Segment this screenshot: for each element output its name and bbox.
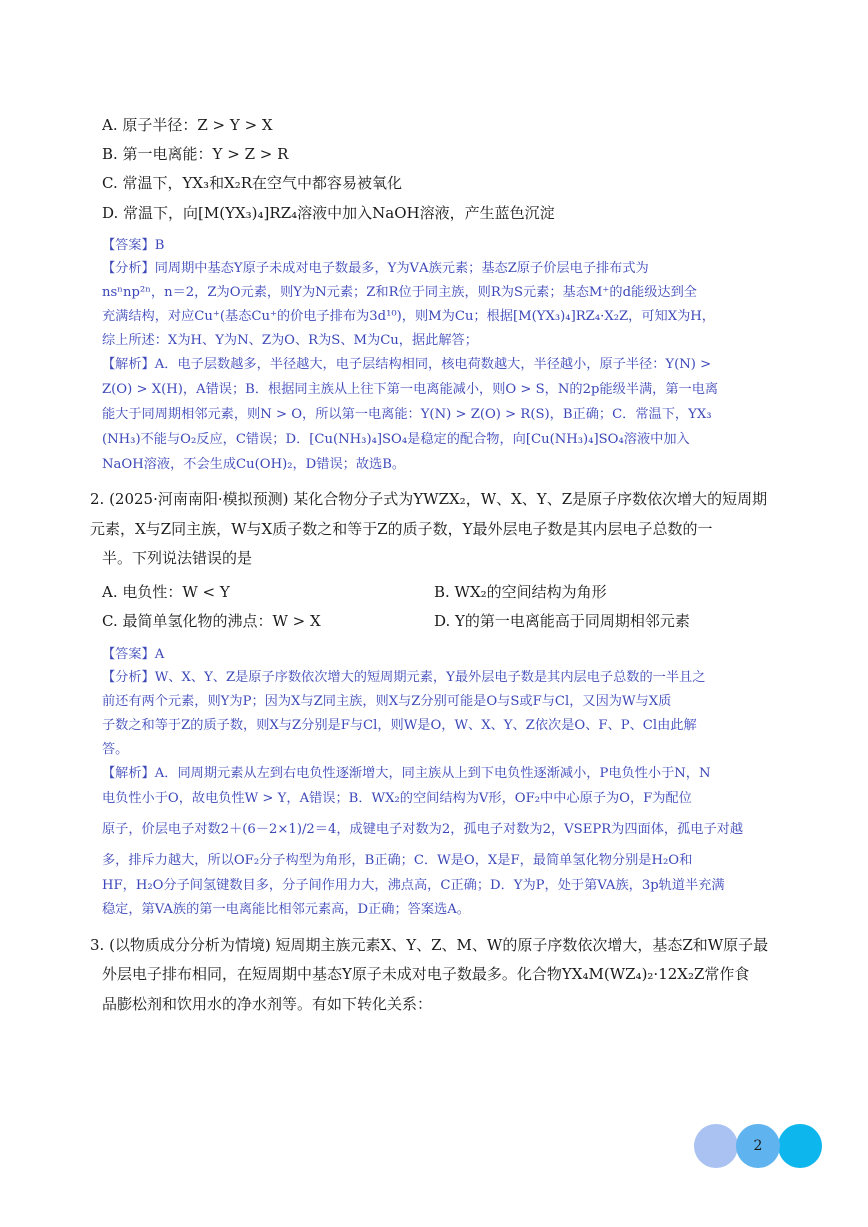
- q2-explanation-line-6: 稳定，第VA族的第一电离能比相邻元素高，D正确；答案选A。: [102, 902, 470, 917]
- q3-stem-line-3: 品膨松剂和饮用水的净水剂等。有如下转化关系：: [102, 995, 433, 1013]
- q2-stem-line-1: 2. (2025·河南南阳·模拟预测) 某化合物分子式为YWZX₂，W、X、Y、Z是原子序数依次增大的短周期: [90, 490, 768, 508]
- q1-explanation-line-3: 能大于同周期相邻元素，则N > O，所以第一电离能：Y(N) > Z(O) > R(S)，B正确；C．常温下，YX₃: [102, 407, 712, 422]
- q2-explanation-line-1: 【解析】A．同周期元素从左到右电负性逐渐增大，同主族从上到下电负性逐渐减小，P电负性小于N，N: [102, 766, 711, 781]
- q2-analysis-line-1: 【分析】W、X、Y、Z是原子序数依次增大的短周期元素，Y最外层电子数是其内层电子总数的一半且之: [102, 670, 706, 685]
- q1-analysis-line-1: 【分析】同周期中基态Y原子未成对电子数最多，Y为ⅤA族元素；基态Z原子价层电子排布式为: [102, 261, 649, 276]
- q1-analysis-line-4: 综上所述：X为H、Y为N、Z为O、R为S、M为Cu，据此解答；: [102, 333, 478, 348]
- q2-analysis-line-4: 答。: [102, 742, 129, 757]
- q2-option-c: C. 最简单氢化物的沸点：W > X: [102, 612, 321, 630]
- q2-explanation-line-2: 电负性小于O，故电负性W > Y，A错误；B．WX₂的空间结构为V形，OF₂中中心原子为O，F为配位: [102, 791, 692, 806]
- q1-option-b: B. 第一电离能：Y > Z > R: [102, 145, 289, 163]
- decor-circle-3: [778, 1124, 822, 1168]
- q2-explanation-line-5: HF，H₂O分子间氢键数目多，分子间作用力大，沸点高，C正确；D．Y为P，处于第VA族，3p轨道半充满: [102, 878, 725, 893]
- q1-analysis-line-2: nsⁿnp²ⁿ，n＝2，Z为O元素，则Y为N元素；Z和R位于同主族，则R为S元素；基态M⁺的d能级达到全: [102, 285, 697, 300]
- q3-stem-line-1: 3. (以物质成分分析为情境) 短周期主族元素X、Y、Z、M、W的原子序数依次增大，基态Z和W原子最: [90, 936, 769, 954]
- q2-option-d: D. Y的第一电离能高于同周期相邻元素: [434, 612, 690, 630]
- q2-stem-line-3: 半。下列说法错误的是: [102, 549, 253, 567]
- q2-explanation-line-3: 原子，价层电子对数2＋(6－2×1)/2＝4，成键电子对数为2，孤电子对数为2，VSEPR为四面体，孤电子对越: [102, 822, 744, 837]
- q1-explanation-line-5: NaOH溶液，不会生成Cu(OH)₂，D错误；故选B。: [102, 457, 406, 472]
- q1-analysis-line-3: 充满结构，对应Cu⁺(基态Cu⁺的价电子排布为3d¹⁰)，则M为Cu；根据[M(YX₃)₄]RZ₄·X₂Z，可知X为H，: [102, 309, 715, 324]
- q1-explanation-line-2: Z(O) > X(H)，A错误；B．根据同主族从上往下第一电离能减小，则O > S，N的2p能级半满，第一电离: [102, 382, 719, 397]
- q1-option-a: A. 原子半径：Z > Y > X: [102, 116, 273, 134]
- q2-stem-line-2: 元素，X与Z同主族，W与X质子数之和等于Z的质子数，Y最外层电子数是其内层电子总数的一: [90, 520, 713, 538]
- page-number: 2: [753, 1138, 763, 1154]
- q1-option-d: D. 常温下，向[M(YX₃)₄]RZ₄溶液中加入NaOH溶液，产生蓝色沉淀: [102, 204, 555, 222]
- page-indicator: [694, 1124, 824, 1168]
- q1-answer: 【答案】B: [102, 238, 165, 253]
- decor-circle-1: [694, 1124, 738, 1168]
- q1-explanation-line-4: (NH₃)不能与O₂反应，C错误；D．[Cu(NH₃)₄]SO₄是稳定的配合物，向[Cu(NH₃)₄]SO₄溶液中加入: [102, 432, 690, 447]
- q1-explanation-line-1: 【解析】A．电子层数越多，半径越大，电子层结构相同，核电荷数越大，半径越小，原子半径：Y(N) >: [102, 357, 712, 372]
- q3-stem-line-2: 外层电子排布相同，在短周期中基态Y原子未成对电子数最多。化合物YX₄M(WZ₄)₂·12X₂Z常作食: [102, 965, 750, 983]
- q2-analysis-line-3: 子数之和等于Z的质子数，则X与Z分别是F与Cl，则W是O，W、X、Y、Z依次是O、F、P、Cl由此解: [102, 718, 697, 733]
- q2-answer: 【答案】A: [102, 647, 165, 662]
- q2-analysis-line-2: 前还有两个元素，则Y为P；因为X与Z同主族，则X与Z分别可能是O与S或F与Cl，又因为W与X质: [102, 694, 672, 709]
- q2-explanation-line-4: 多，排斥力越大，所以OF₂分子构型为角形，B正确；C．W是O，X是F，最简单氢化物分别是H₂O和: [102, 853, 693, 868]
- q2-option-a: A. 电负性：W < Y: [102, 583, 230, 601]
- q1-option-c: C. 常温下，YX₃和X₂R在空气中都容易被氧化: [102, 174, 403, 192]
- q2-option-b: B. WX₂的空间结构为角形: [434, 583, 607, 601]
